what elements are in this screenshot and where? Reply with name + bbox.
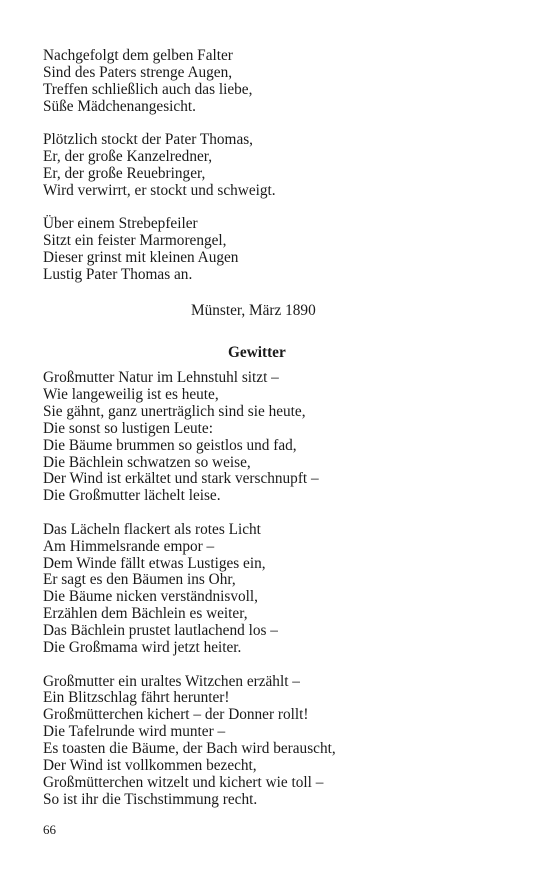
stanza-3	[43, 674, 336, 809]
verse-line: Über einem Strebepfeiler	[43, 215, 198, 233]
stanza-gap	[43, 505, 336, 522]
poem-dateline: Münster, März 1890	[191, 302, 316, 319]
verse-line: Er, der große Reuebringer,	[43, 164, 206, 182]
stanza-2	[43, 132, 276, 200]
verse-line: Er sagt es den Bäumen ins Ohr,	[43, 571, 236, 589]
verse-line: Er, der große Kanzelredner,	[43, 148, 213, 166]
page-number: 66	[43, 822, 56, 837]
stanza-1	[43, 370, 336, 505]
verse-line: Der Wind ist vollkommen bezecht,	[43, 757, 257, 775]
poem-gewitter	[43, 370, 336, 809]
verse-line: Die Großmama wird jetzt heiter.	[43, 639, 242, 657]
verse-line: Lustig Pater Thomas an.	[43, 265, 193, 283]
poem-continuation	[43, 48, 276, 284]
verse-line: Wie langeweilig ist es heute,	[43, 385, 219, 403]
verse-line: Nachgefolgt dem gelben Falter	[43, 47, 233, 64]
verse-line: Großmütterchen kichert – der Donner rollt!	[43, 706, 309, 724]
verse-line: Plötzlich stockt der Pater Thomas,	[43, 131, 254, 149]
verse-line: Der Wind ist erkältet und stark verschnupft –	[43, 470, 319, 488]
poem-title: Gewitter	[228, 344, 286, 361]
verse-line: Großmütterchen witzelt und kichert wie toll –	[43, 773, 324, 791]
verse-line: Ein Blitzschlag fährt herunter!	[43, 689, 230, 707]
verse-line: Es toasten die Bäume, der Bach wird berauscht,	[43, 740, 336, 758]
stanza-gap	[43, 116, 276, 133]
verse-line: Dieser grinst mit kleinen Augen	[43, 249, 239, 267]
verse-line: Süße Mädchenangesicht.	[43, 97, 196, 115]
verse-line: Am Himmelsrande empor –	[43, 537, 215, 555]
stanza-gap	[43, 657, 336, 674]
verse-line: Das Lächeln flackert als rotes Licht	[43, 520, 261, 538]
stanza-2	[43, 522, 336, 657]
verse-line: Die Großmutter lächelt leise.	[43, 487, 221, 505]
verse-line: Treffen schließlich auch das liebe,	[43, 80, 253, 98]
verse-line: Das Bächlein prustet lautlachend los –	[43, 622, 278, 640]
verse-line: So ist ihr die Tischstimmung recht.	[43, 790, 258, 808]
verse-line: Die sonst so lustigen Leute:	[43, 419, 213, 437]
verse-line: Erzählen dem Bächlein es weiter,	[43, 605, 248, 623]
verse-line: Dem Winde fällt etwas Lustiges ein,	[43, 554, 266, 572]
verse-line: Die Bächlein schwatzen so weise,	[43, 453, 251, 471]
verse-line: Die Tafelrunde wird munter –	[43, 723, 226, 741]
stanza-gap	[43, 200, 276, 217]
verse-line: Wird verwirrt, er stockt und schweigt.	[43, 181, 276, 199]
verse-line: Sind des Paters strenge Augen,	[43, 63, 233, 81]
verse-line: Die Bäume brummen so geistlos und fad,	[43, 436, 297, 454]
stanza-1	[43, 48, 276, 116]
verse-line: Sie gähnt, ganz unerträglich sind sie heute,	[43, 402, 306, 420]
verse-line: Die Bäume nicken verständnisvoll,	[43, 588, 258, 606]
verse-line: Großmutter ein uraltes Witzchen erzählt –	[43, 672, 300, 690]
stanza-3	[43, 216, 276, 284]
verse-line: Sitzt ein feister Marmorengel,	[43, 232, 227, 250]
verse-line: Großmutter Natur im Lehnstuhl sitzt –	[43, 369, 279, 386]
